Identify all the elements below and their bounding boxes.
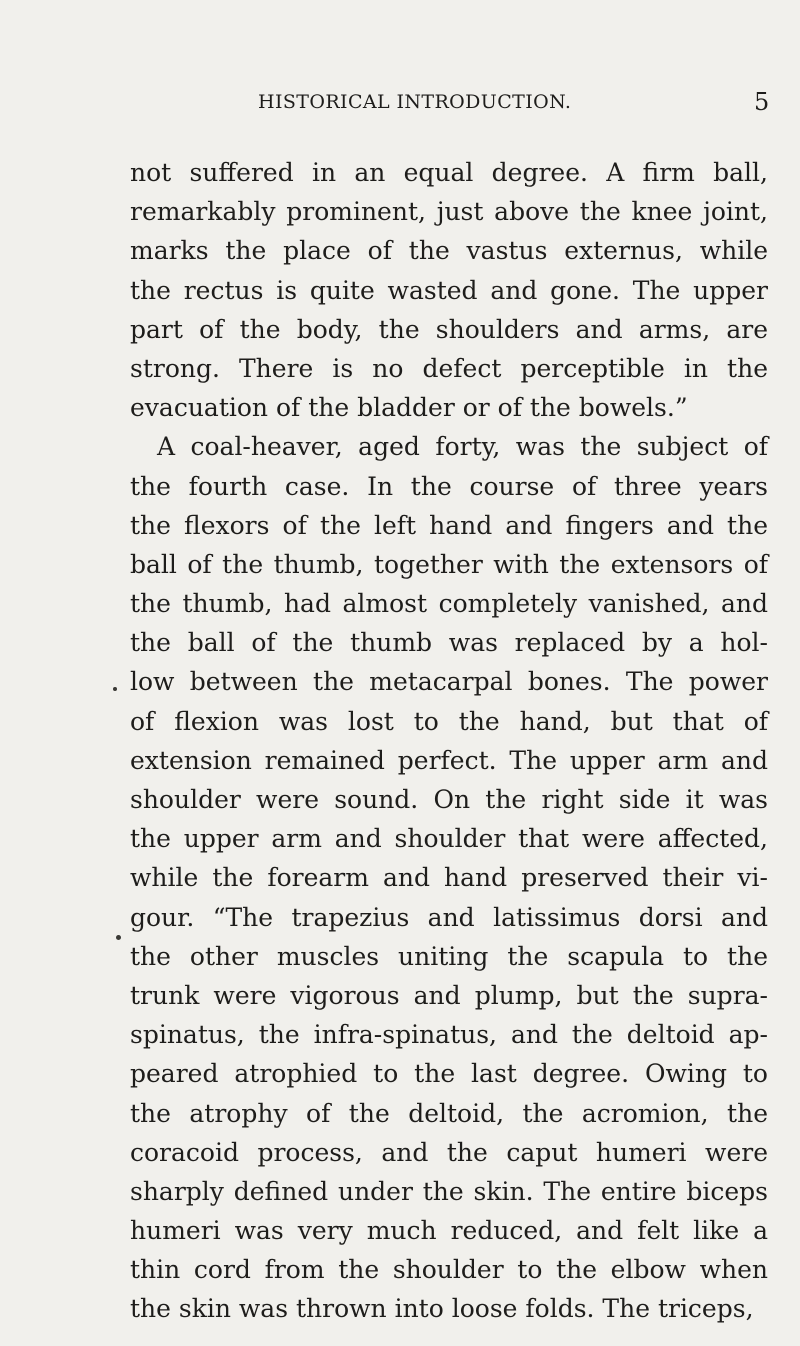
text-line: shoulder were sound. On the right side it was <box>130 785 768 814</box>
text-line: humeri was very much reduced, and felt like a <box>130 1216 768 1246</box>
paragraph-start-line: A coal-heaver, aged forty, was the subject of <box>157 432 768 462</box>
body-text <box>130 153 768 1329</box>
text-line: coracoid process, and the caput humeri were <box>130 1137 768 1167</box>
running-head: HISTORICAL INTRODUCTION. <box>258 91 572 113</box>
text-line: peared atrophied to the last degree. Owing to <box>130 1059 768 1089</box>
text-line: the skin was thrown into loose folds. The triceps, <box>130 1294 754 1324</box>
text-line: the fourth case. In the course of three years <box>130 471 768 501</box>
text-line: the thumb, had almost completely vanished, and <box>130 589 768 619</box>
margin-speck <box>113 687 117 691</box>
text-line: sharply defined under the skin. The entire biceps <box>130 1176 768 1206</box>
text-line: trunk were vigorous and plump, but the supra- <box>130 980 768 1010</box>
text-line: remarkably prominent, just above the knee joint, <box>130 197 768 227</box>
text-line: marks the place of the vastus externus, while <box>130 236 768 266</box>
text-line: the rectus is quite wasted and gone. The upper <box>130 275 768 305</box>
text-line: the atrophy of the deltoid, the acromion, the <box>130 1098 768 1128</box>
text-line: the ball of the thumb was replaced by a hol- <box>130 628 768 658</box>
text-line: low between the metacarpal bones. The power <box>130 667 768 697</box>
text-line: evacuation of the bladder or of the bowels.” <box>130 393 688 423</box>
text-line: the upper arm and shoulder that were affected, <box>130 824 768 854</box>
text-line: ball of the thumb, together with the extensors of <box>130 549 768 579</box>
text-line: spinatus, the infra-spinatus, and the deltoid ap- <box>130 1020 768 1050</box>
text-line: part of the body, the shoulders and arms, are <box>130 314 768 344</box>
text-line: strong. There is no defect perceptible in the <box>130 353 768 383</box>
text-line: extension remained perfect. The upper arm and <box>130 745 768 775</box>
page-number: 5 <box>754 88 770 116</box>
text-line: gour. “The trapezius and latissimus dorsi and <box>130 902 768 932</box>
text-line: thin cord from the shoulder to the elbow when <box>130 1255 768 1285</box>
text-line: not suffered in an equal degree. A firm ball, <box>130 158 768 187</box>
text-line: while the forearm and hand preserved their vi- <box>130 863 768 893</box>
text-line: of flexion was lost to the hand, but that of <box>130 706 768 736</box>
margin-speck <box>116 935 121 940</box>
text-line: the flexors of the left hand and fingers and the <box>130 510 768 540</box>
text-line: the other muscles uniting the scapula to the <box>130 941 768 971</box>
